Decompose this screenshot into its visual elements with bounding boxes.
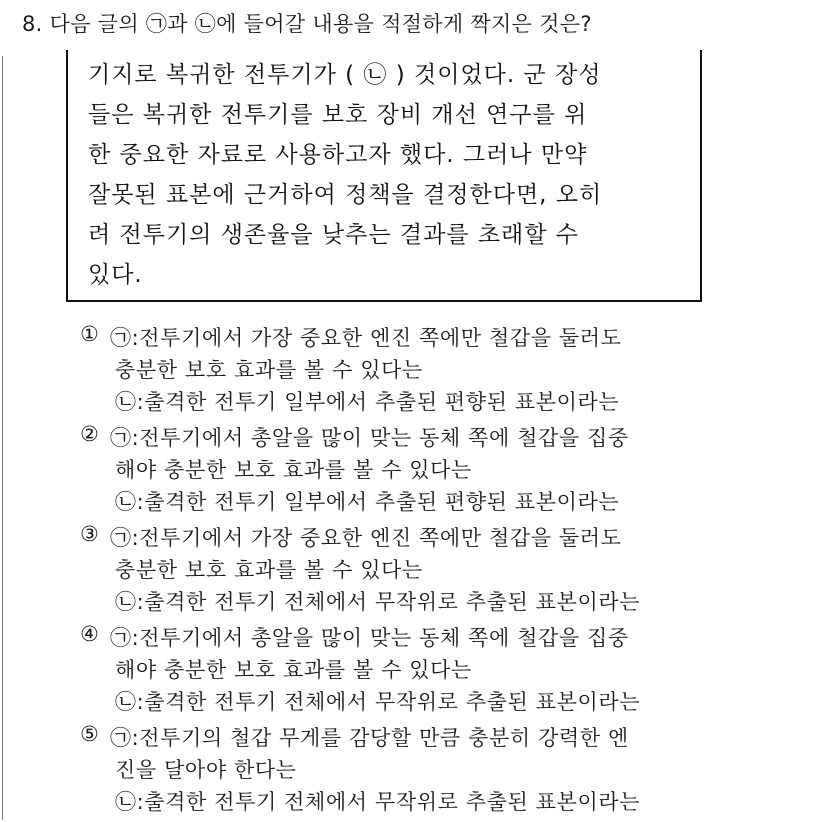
passage-line: 잘못된 표본에 근거하여 정책을 결정한다면, 오히 (88, 182, 603, 208)
passage-line: 기지로 복귀한 전투기가 ( ㉡ ) 것이었다. 군 장성 (88, 62, 602, 88)
option-number: ④ (80, 622, 99, 646)
option-number: ① (80, 322, 99, 346)
passage-line: 있다. (88, 262, 143, 288)
passage-box (66, 50, 702, 302)
option-text: ㉡:출격한 전투기 일부에서 추출된 편향된 표본이라는 (115, 390, 620, 414)
option-text: ㉡:출격한 전투기 전체에서 무작위로 추출된 표본이라는 (115, 590, 641, 614)
option-text: 진을 달아야 한다는 (115, 758, 297, 782)
left-margin-rule (2, 56, 3, 820)
option-number: ② (80, 422, 99, 446)
option-text: 충분한 보호 효과를 볼 수 있다는 (115, 358, 423, 382)
option-text: ㉠:전투기에서 가장 중요한 엔진 쪽에만 철갑을 둘러도 (110, 326, 622, 350)
option-text: ㉡:출격한 전투기 전체에서 무작위로 추출된 표본이라는 (115, 790, 641, 814)
question-stem: 8. 다음 글의 ㉠과 ㉡에 들어갈 내용을 적절하게 짝지은 것은? (22, 12, 592, 36)
passage-line: 한 중요한 자료로 사용하고자 했다. 그러나 만약 (88, 142, 588, 168)
passage-line: 들은 복귀한 전투기를 보호 장비 개선 연구를 위 (88, 102, 588, 128)
option-text: ㉡:출격한 전투기 일부에서 추출된 편향된 표본이라는 (115, 490, 620, 514)
option-text: ㉡:출격한 전투기 전체에서 무작위로 추출된 표본이라는 (115, 690, 641, 714)
option-text: ㉠:전투기에서 총알을 많이 맞는 동체 쪽에 철갑을 집중 (110, 426, 629, 450)
option-number: ③ (80, 522, 99, 546)
option-number: ⑤ (80, 722, 99, 746)
option-text: 해야 충분한 보호 효과를 볼 수 있다는 (115, 458, 472, 482)
option-text: ㉠:전투기의 철갑 무게를 감당할 만큼 충분히 강력한 엔 (110, 726, 629, 750)
option-text: ㉠:전투기에서 가장 중요한 엔진 쪽에만 철갑을 둘러도 (110, 526, 622, 550)
option-text: ㉠:전투기에서 총알을 많이 맞는 동체 쪽에 철갑을 집중 (110, 626, 629, 650)
option-text: 충분한 보호 효과를 볼 수 있다는 (115, 558, 423, 582)
passage-line: 려 전투기의 생존율을 낮추는 결과를 초래할 수 (88, 222, 580, 248)
option-text: 해야 충분한 보호 효과를 볼 수 있다는 (115, 658, 472, 682)
